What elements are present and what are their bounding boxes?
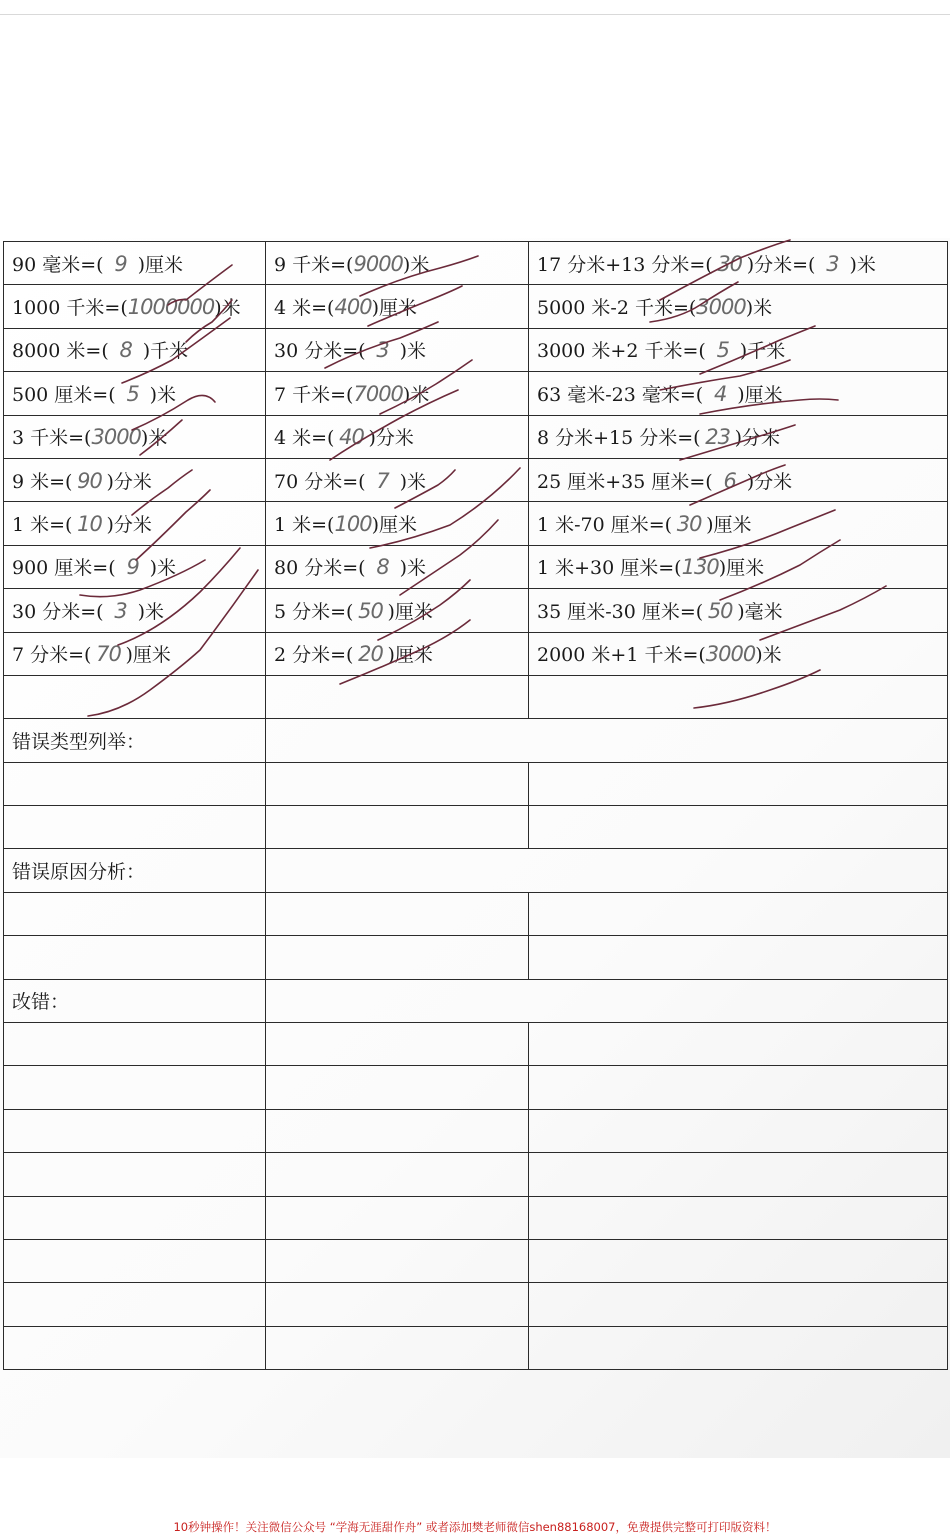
blank-cell — [4, 1239, 266, 1282]
blank-cell — [266, 1023, 529, 1066]
section-header-row — [4, 979, 948, 1022]
blank-cell — [4, 1153, 266, 1196]
blank-cell — [529, 892, 948, 935]
problem-cell — [4, 328, 266, 371]
problem-cell — [266, 458, 529, 501]
problem-unit: )米 — [399, 470, 426, 493]
blank-cell — [529, 762, 948, 805]
blank-cell — [4, 675, 266, 718]
blank-row — [4, 1066, 948, 1109]
problem-cell — [266, 242, 529, 285]
error-reasons-label: 错误原因分析： — [4, 849, 266, 892]
problem-unit: )厘米 — [371, 297, 417, 320]
problem-unit: )厘米 — [371, 514, 417, 537]
problem-cell — [529, 589, 948, 632]
problem-unit: )米 — [399, 340, 426, 363]
problem-text: 63 毫米-23 毫米=( — [537, 383, 704, 406]
handwritten-answer: 3 — [114, 598, 127, 623]
blank-cell — [529, 1283, 948, 1326]
problem-cell — [266, 415, 529, 458]
handwritten-answer: 9000 — [353, 251, 403, 276]
handwritten-answer: 4 — [714, 381, 727, 406]
problem-unit: )米 — [137, 600, 164, 623]
handwritten-answer: 1000000 — [127, 295, 215, 320]
problem-cell — [266, 545, 529, 588]
blank-row — [4, 675, 948, 718]
problem-unit: )米 — [849, 253, 876, 276]
problem-cell — [529, 242, 948, 285]
problem-unit: )米 — [214, 297, 241, 320]
blank-cell — [4, 1196, 266, 1239]
handwritten-answer: 9 — [114, 251, 127, 276]
blank-row — [4, 806, 948, 849]
problem-unit: )米 — [402, 253, 430, 276]
problem-row — [4, 589, 948, 632]
problem-unit: )厘米 — [387, 644, 433, 667]
handwritten-answer: 8 — [376, 555, 389, 580]
handwritten-answer: 30 — [676, 512, 702, 537]
blank-cell — [529, 1153, 948, 1196]
blank-row — [4, 762, 948, 805]
problem-unit: )米 — [755, 644, 782, 667]
blank-cell — [266, 1153, 529, 1196]
blank-cell — [529, 1326, 948, 1369]
problem-text: 7 千米=( — [274, 383, 354, 406]
problem-cell — [4, 632, 266, 675]
problem-cell — [266, 372, 529, 415]
blank-cell — [266, 1283, 529, 1326]
problem-row — [4, 458, 948, 501]
problem-text: 3000 米+2 千米=( — [537, 340, 706, 363]
problem-cell — [4, 285, 266, 328]
problem-text: 7 分米=( — [12, 644, 92, 667]
blank-cell — [4, 1326, 266, 1369]
problem-cell — [4, 458, 266, 501]
blank-row — [4, 1239, 948, 1282]
handwritten-answer: 3000 — [696, 295, 746, 320]
corrections-label: 改错： — [4, 979, 266, 1022]
blank-row — [4, 1283, 948, 1326]
problem-text: 1 米-70 厘米=( — [537, 514, 673, 537]
handwritten-answer: 3000 — [91, 425, 141, 450]
handwritten-answer: 50 — [358, 598, 383, 623]
problem-cell — [529, 502, 948, 545]
blank-cell — [529, 1109, 948, 1152]
handwritten-answer: 10 — [77, 512, 102, 537]
writing-cell — [266, 979, 948, 1022]
section-header-row — [4, 719, 948, 762]
problem-unit: )分米 — [368, 427, 414, 450]
writing-cell — [266, 849, 948, 892]
problem-text: 5 分米=( — [274, 600, 354, 623]
blank-row — [4, 936, 948, 979]
problem-text: 30 分米=( — [12, 600, 104, 623]
blank-row — [4, 1109, 948, 1152]
problem-row — [4, 285, 948, 328]
problem-cell — [4, 415, 266, 458]
problem-cell — [266, 502, 529, 545]
problem-unit: )厘米 — [706, 514, 752, 537]
problem-row — [4, 415, 948, 458]
handwritten-answer: 90 — [77, 468, 102, 493]
problem-unit: )厘米 — [718, 557, 765, 580]
problem-text: 17 分米+13 分米=( — [537, 253, 713, 276]
handwritten-answer: 3 — [826, 251, 839, 276]
section-header-row — [4, 849, 948, 892]
blank-cell — [4, 1066, 266, 1109]
problem-unit: )厘米 — [125, 644, 171, 667]
error-types-label: 错误类型列举： — [4, 719, 266, 762]
blank-cell — [266, 675, 529, 718]
problem-cell — [266, 632, 529, 675]
blank-cell — [4, 762, 266, 805]
problem-cell — [529, 632, 948, 675]
problem-row — [4, 328, 948, 371]
blank-cell — [266, 1239, 529, 1282]
blank-cell — [266, 762, 529, 805]
problem-cell — [266, 589, 529, 632]
problem-text: 5000 米-2 千米=( — [537, 297, 697, 320]
problem-text: 1000 千米=( — [12, 297, 128, 320]
footer-note: 10秒钟操作！关注微信公众号 “学海无涯甜作舟” 或者添加樊老师微信shen88168007，免费提供完整可打印版资料！ — [173, 1520, 777, 1534]
blank-cell — [266, 1326, 529, 1369]
problem-cell — [529, 328, 948, 371]
problem-text: 8 分米+15 分米=( — [537, 427, 701, 450]
problem-text: 1 米=( — [274, 514, 335, 537]
problem-unit: )米 — [149, 557, 177, 580]
problem-text: 25 厘米+35 厘米=( — [537, 470, 713, 493]
blank-cell — [266, 936, 529, 979]
problem-unit: )分米 — [106, 470, 152, 493]
problem-unit: )厘米 — [387, 600, 433, 623]
problem-cell — [529, 415, 948, 458]
blank-cell — [266, 1109, 529, 1152]
blank-cell — [529, 936, 948, 979]
blank-cell — [266, 1196, 529, 1239]
problem-unit: )厘米 — [737, 383, 783, 406]
problem-unit: )米 — [399, 557, 426, 580]
blank-cell — [4, 936, 266, 979]
blank-cell — [529, 675, 948, 718]
problem-row — [4, 545, 948, 588]
blank-cell — [529, 1023, 948, 1066]
problem-text: 35 厘米-30 厘米=( — [537, 600, 704, 623]
blank-cell — [4, 1023, 266, 1066]
blank-row — [4, 1326, 948, 1369]
handwritten-answer: 9 — [126, 555, 139, 580]
problem-row — [4, 502, 948, 545]
problem-unit: )千米 — [142, 340, 189, 363]
problem-text: 1 米=( — [12, 514, 73, 537]
problem-unit: )毫米 — [737, 600, 783, 623]
problem-unit: )分米=( — [746, 253, 816, 276]
problem-text: 900 厘米=( — [12, 557, 116, 580]
problem-cell — [4, 545, 266, 588]
blank-cell — [529, 1196, 948, 1239]
handwritten-answer: 40 — [339, 425, 364, 450]
problem-row — [4, 242, 948, 285]
blank-row — [4, 1153, 948, 1196]
problem-cell — [529, 372, 948, 415]
problem-cell — [266, 328, 529, 371]
blank-cell — [266, 1066, 529, 1109]
problem-unit: )米 — [402, 383, 430, 406]
problem-text: 80 分米=( — [274, 557, 366, 580]
blank-cell — [529, 1066, 948, 1109]
problem-unit: )分米 — [746, 470, 793, 493]
problem-text: 9 米=( — [12, 470, 73, 493]
problem-text: 2000 米+1 千米=( — [537, 644, 706, 667]
problem-cell — [266, 285, 529, 328]
problem-text: 4 米=( — [274, 427, 335, 450]
problem-text: 8000 米=( — [12, 340, 109, 363]
handwritten-answer: 400 — [334, 295, 372, 320]
problem-cell — [529, 545, 948, 588]
problem-text: 70 分米=( — [274, 470, 366, 493]
top-divider — [0, 14, 950, 15]
problem-text: 4 米=( — [274, 297, 335, 320]
handwritten-answer: 130 — [681, 555, 719, 580]
handwritten-answer: 7 — [376, 468, 389, 493]
blank-cell — [529, 806, 948, 849]
blank-cell — [266, 892, 529, 935]
handwritten-answer: 100 — [334, 512, 372, 537]
problem-cell — [529, 285, 948, 328]
problem-cell — [4, 242, 266, 285]
problem-text: 9 千米=( — [274, 253, 354, 276]
handwritten-answer: 3 — [376, 338, 389, 363]
problem-unit: )厘米 — [137, 253, 183, 276]
handwritten-answer: 5 — [716, 338, 729, 363]
blank-row — [4, 892, 948, 935]
blank-cell — [4, 1109, 266, 1152]
blank-cell — [4, 806, 266, 849]
blank-row — [4, 1196, 948, 1239]
problem-cell — [4, 589, 266, 632]
problem-cell — [4, 502, 266, 545]
blank-cell — [529, 1239, 948, 1282]
problem-text: 1 米+30 厘米=( — [537, 557, 682, 580]
problem-text: 30 分米=( — [274, 340, 366, 363]
problem-unit: )米 — [140, 427, 168, 450]
blank-cell — [4, 892, 266, 935]
problem-unit: )米 — [149, 383, 177, 406]
blank-row — [4, 1023, 948, 1066]
blank-cell — [266, 806, 529, 849]
problem-text: 3 千米=( — [12, 427, 92, 450]
handwritten-answer: 23 — [705, 425, 730, 450]
blank-cell — [4, 1283, 266, 1326]
handwritten-answer: 3000 — [705, 642, 756, 667]
handwritten-answer: 7000 — [353, 381, 403, 406]
problem-unit: )分米 — [734, 427, 781, 450]
handwritten-answer: 8 — [119, 338, 132, 363]
handwritten-answer: 5 — [126, 381, 139, 406]
problem-unit: )米 — [745, 297, 773, 320]
handwritten-answer: 30 — [717, 251, 743, 276]
problem-row — [4, 632, 948, 675]
worksheet-table — [3, 241, 948, 1370]
problem-text: 2 分米=( — [274, 644, 354, 667]
problem-unit: )分米 — [106, 514, 152, 537]
problem-row — [4, 372, 948, 415]
problem-cell — [4, 372, 266, 415]
problem-text: 500 厘米=( — [12, 383, 116, 406]
handwritten-answer: 20 — [358, 642, 383, 667]
handwritten-answer: 6 — [723, 468, 736, 493]
problem-text: 90 毫米=( — [12, 253, 104, 276]
handwritten-answer: 70 — [96, 642, 121, 667]
writing-cell — [266, 719, 948, 762]
handwritten-answer: 50 — [707, 598, 733, 623]
problem-unit: )千米 — [739, 340, 786, 363]
problem-cell — [529, 458, 948, 501]
